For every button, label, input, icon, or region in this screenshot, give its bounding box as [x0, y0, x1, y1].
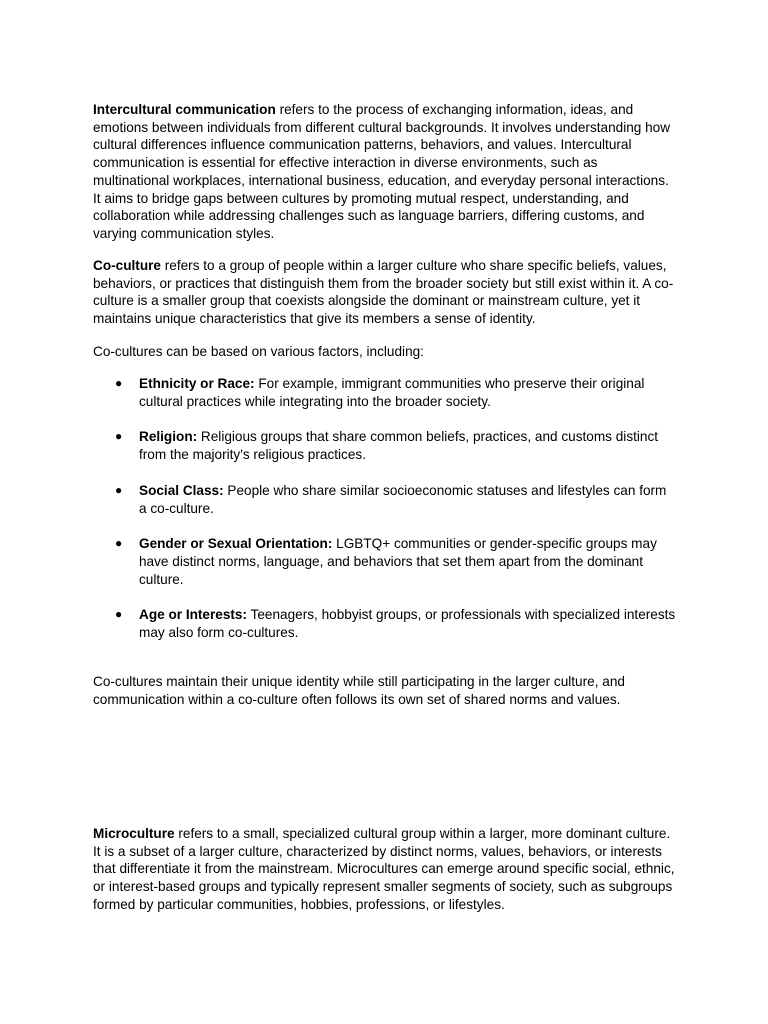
- co-culture-summary-paragraph: Co-cultures maintain their unique identity while still participating in the larger culture, and communication within a co-culture often follows its own set of shared norms and values.: [93, 674, 625, 707]
- list-item: [93, 428, 677, 463]
- factor-description: Teenagers, hobbyist groups, or professionals with specialized interests may also form co-cultures.: [139, 607, 676, 641]
- co-culture-factors-intro: Co-cultures can be based on various factors, including:: [93, 344, 424, 359]
- co-culture-term: Co-culture: [93, 258, 161, 273]
- microculture-term: Microculture: [93, 826, 175, 841]
- microculture-paragraph: [93, 825, 677, 914]
- factor-description: Religious groups that share common beliefs, practices, and customs distinct from the majority's religious practices.: [139, 429, 659, 463]
- list-item: [93, 375, 677, 410]
- factor-term: Age or Interests:: [139, 607, 248, 623]
- co-culture-definition: refers to a group of people within a larger culture who share specific beliefs, values, behaviors, or practices that distinguish them from the broader society but still exist within it. A co-culture is a smaller group that coexists alongside the dominant or mainstream culture, yet it maintains unique characteristics that give its members a sense of identity.: [93, 258, 674, 327]
- bullet-icon: ●: [115, 482, 123, 497]
- list-item: [93, 606, 677, 641]
- intercultural-communication-definition: refers to the process of exchanging information, ideas, and emotions between individuals from different cultural backgrounds. It involves understanding how cultural differences influence communication patterns, behaviors, and values. Intercultural communication is essential for effective interaction in diverse environments, such as multinational workplaces, international business, education, and everyday personal interactions. It aims to bridge gaps between cultures by promoting mutual respect, understanding, and collaboration while addressing challenges such as language barriers, differing customs, and varying communication styles.: [93, 102, 671, 241]
- factor-description: LGBTQ+ communities or gender-specific groups may have distinct norms, language, and behaviors that set them apart from the dominant culture.: [139, 536, 657, 587]
- intercultural-communication-paragraph: [93, 101, 677, 243]
- factor-description: For example, immigrant communities who preserve their original cultural practices while integrating into the broader society.: [139, 376, 645, 409]
- bullet-icon: ●: [115, 607, 123, 622]
- factor-term: Social Class:: [139, 482, 224, 498]
- bullet-icon: ●: [115, 536, 123, 551]
- factor-term: Religion:: [139, 429, 198, 445]
- factor-term: Gender or Sexual Orientation:: [139, 536, 333, 552]
- co-culture-factors-list: [93, 375, 677, 660]
- co-culture-paragraph: [93, 257, 677, 328]
- list-item: [93, 482, 677, 517]
- bullet-icon: ●: [115, 429, 123, 444]
- microculture-definition: refers to a small, specialized cultural group within a larger, more dominant culture. It is a subset of a larger culture, characterized by distinct norms, values, behaviors, or interests that differentiate it from the mainstream. Microcultures can emerge around specific social, ethnic, or interest-based groups and typically represent smaller segments of society, such as subgroups formed by particular communities, hobbies, professions, or lifestyles.: [93, 826, 675, 912]
- factor-description: People who share similar socioeconomic statuses and lifestyles can form a co-culture.: [139, 482, 667, 516]
- bullet-icon: ●: [115, 376, 123, 390]
- list-item: [93, 535, 677, 588]
- factor-term: Ethnicity or Race:: [139, 376, 255, 391]
- intercultural-communication-term: Intercultural communication: [93, 102, 276, 117]
